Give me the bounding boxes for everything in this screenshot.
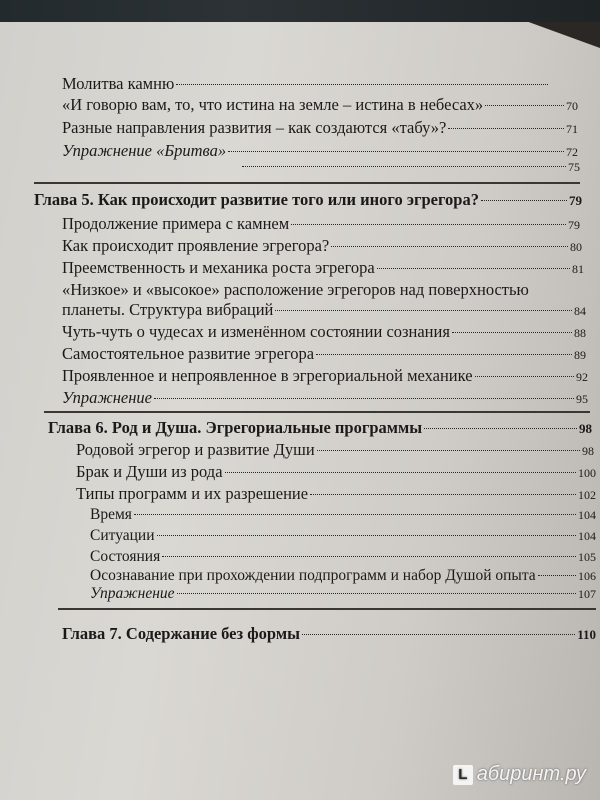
section-divider xyxy=(58,608,596,610)
watermark-text: абиринт.ру xyxy=(476,763,586,785)
toc-entry-page: 79 xyxy=(568,218,580,232)
dot-leader xyxy=(538,575,576,576)
dot-leader xyxy=(302,634,575,635)
toc-entry-page: 104 xyxy=(578,529,596,543)
toc-entry-title: Упражнение xyxy=(62,388,153,407)
chapter-heading xyxy=(62,624,596,645)
toc-entry xyxy=(90,584,596,604)
background-top xyxy=(0,0,600,22)
labirint-logo-icon: L xyxy=(453,765,473,785)
toc-entry xyxy=(90,505,596,525)
section-divider xyxy=(44,411,590,413)
dot-leader xyxy=(310,494,576,495)
toc-entry-title: Как происходит проявление эгрегора? xyxy=(62,236,330,255)
toc-entry xyxy=(76,462,596,483)
toc-entry-page: 75 xyxy=(568,160,580,174)
dot-leader xyxy=(134,514,576,515)
toc-entry-title: Время xyxy=(90,506,132,523)
dot-leader xyxy=(377,268,570,269)
dot-leader xyxy=(317,450,580,451)
dot-leader xyxy=(316,354,572,355)
chapter-page: 98 xyxy=(579,421,592,436)
toc-entry-title: Осознавание при прохождении подпрограмм и набор Душой опыта xyxy=(90,567,536,584)
toc-entry xyxy=(62,74,550,94)
toc-entry-page: 105 xyxy=(578,550,596,564)
dot-leader xyxy=(291,224,566,225)
toc-entry xyxy=(76,440,594,461)
toc-entry xyxy=(90,566,596,586)
toc-entry xyxy=(90,547,596,567)
toc-entry-page: 95 xyxy=(576,392,588,406)
dot-leader xyxy=(242,166,566,167)
toc-entry xyxy=(76,484,596,505)
dot-leader xyxy=(275,310,572,311)
toc-entry-title: Продолжение примера с камнем xyxy=(62,214,290,233)
toc-entry xyxy=(62,236,582,257)
toc-entry-title: Проявленное и непроявленное в эгрегориальной механике xyxy=(62,366,473,385)
toc-entry-title: Родовой эгрегор и развитие Души xyxy=(76,440,315,459)
toc-entry-page: 80 xyxy=(570,240,582,254)
toc-entry xyxy=(62,322,586,343)
toc-entry-title: «И говорю вам, то, что истина на земле – истина в небесах» xyxy=(62,95,484,114)
toc-entry-title: Чуть-чуть о чудесах и изменённом состоянии сознания xyxy=(62,322,450,341)
toc-entry xyxy=(90,526,596,546)
toc-entry xyxy=(62,214,580,235)
dot-leader xyxy=(475,376,574,377)
toc-entry xyxy=(62,95,578,116)
dot-leader xyxy=(481,200,567,201)
toc-entry-page: 70 xyxy=(566,99,578,113)
toc-entry-page: 72 xyxy=(566,145,578,159)
toc-entry-title: Ситуации xyxy=(90,527,155,544)
toc-entry xyxy=(62,366,588,387)
toc-entry xyxy=(62,344,586,365)
chapter-title: Глава 5. Как происходит развитие того или иного эгрегора? xyxy=(34,190,479,209)
chapter-title: Глава 7. Содержание без формы xyxy=(62,624,300,643)
chapter-heading xyxy=(48,418,592,439)
chapter-page: 79 xyxy=(569,193,582,208)
chapter-page: 110 xyxy=(577,627,596,642)
chapter-title: Глава 6. Род и Душа. Эгрегориальные программы xyxy=(48,418,423,437)
toc-entry-page: 104 xyxy=(578,508,596,522)
toc-entry-page: 98 xyxy=(582,444,594,458)
dot-leader xyxy=(162,556,576,557)
toc-entry-title: Типы программ и их разрешение xyxy=(76,484,309,503)
dot-leader xyxy=(485,105,564,106)
dot-leader xyxy=(225,472,576,473)
toc-entry xyxy=(62,300,586,321)
toc-entry-page: 81 xyxy=(572,262,584,276)
toc-entry xyxy=(62,118,578,139)
toc-entry-title: планеты. Структура вибраций xyxy=(62,300,274,319)
toc-entry-title: Разные направления развития – как создаются «табу»? xyxy=(62,118,447,137)
dot-leader xyxy=(448,128,564,129)
toc-entry-page: 106 xyxy=(578,569,596,583)
dot-leader xyxy=(424,428,577,429)
toc-entry-title: Самостоятельное развитие эгрегора xyxy=(62,344,315,363)
toc-entry-page: 88 xyxy=(574,326,586,340)
toc-entry-page: 92 xyxy=(576,370,588,384)
toc-entry-page: 100 xyxy=(578,466,596,480)
toc-entry-page: 107 xyxy=(578,587,596,601)
toc-entry xyxy=(240,157,580,177)
toc-entry-title: Упражнение «Бритва» xyxy=(62,141,227,160)
chapter-heading xyxy=(34,190,582,211)
toc-entry-title: Преемственность и механика роста эгрегора xyxy=(62,258,375,277)
toc-entry-title: Упражнение xyxy=(90,585,175,602)
watermark xyxy=(453,763,586,786)
toc-entry-title: Состояния xyxy=(90,548,161,565)
dot-leader xyxy=(154,398,574,399)
toc-entry-page: 71 xyxy=(566,122,578,136)
dot-leader xyxy=(331,246,568,247)
toc-entry-title: Молитва камню xyxy=(62,74,175,93)
dot-leader xyxy=(177,593,576,594)
toc-entry xyxy=(62,388,588,409)
toc-entry xyxy=(62,258,584,279)
dot-leader xyxy=(176,84,548,85)
dot-leader xyxy=(228,151,564,152)
toc-entry-title: «Низкое» и «высокое» расположение эгрегоров над поверхностью xyxy=(62,280,529,299)
section-divider xyxy=(34,182,580,184)
toc-entry-title: Брак и Души из рода xyxy=(76,462,223,481)
dot-leader xyxy=(452,332,572,333)
toc-entry-page: 89 xyxy=(574,348,586,362)
toc-entry-page: 84 xyxy=(574,304,586,318)
toc-entry-page: 102 xyxy=(578,488,596,502)
dot-leader xyxy=(157,535,576,536)
